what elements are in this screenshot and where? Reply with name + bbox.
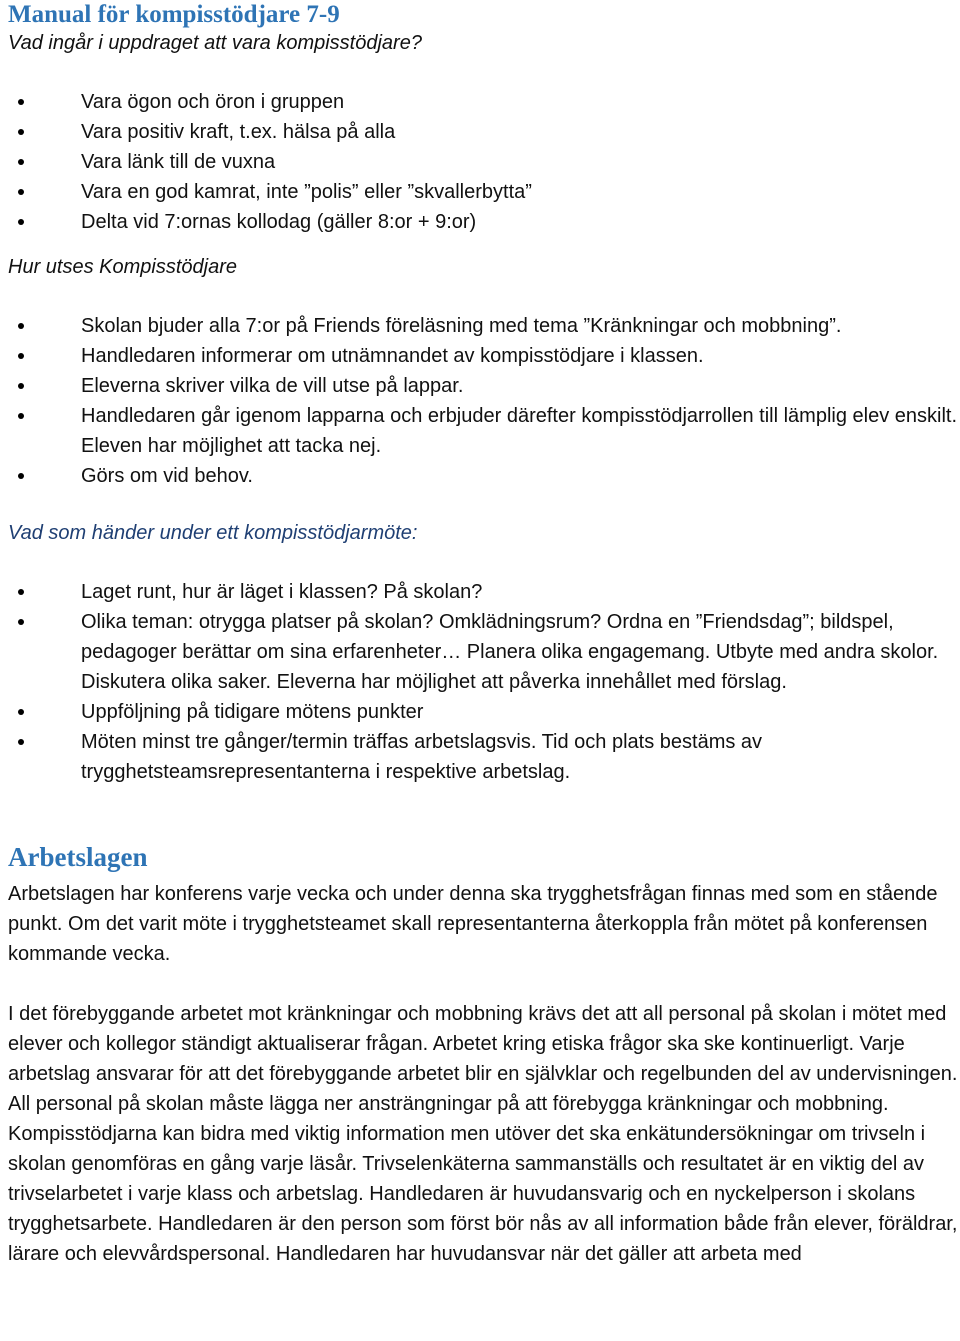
list-item: Handledaren informerar om utnämnandet av kompisstödjare i klassen. bbox=[8, 341, 958, 371]
bullet-icon bbox=[18, 589, 24, 595]
list-item: Eleverna skriver vilka de vill utse på lappar. bbox=[8, 371, 958, 401]
bullet-icon bbox=[18, 353, 24, 359]
bullet-icon bbox=[18, 473, 24, 479]
list-item: Vara en god kamrat, inte ”polis” eller ”skvallerbytta” bbox=[8, 177, 958, 207]
section-question-1: Vad ingår i uppdraget att vara kompisstödjare? bbox=[8, 32, 422, 54]
list-item: Möten minst tre gånger/termin träffas arbetslagsvis. Tid och plats bestäms av trygghetsteamsrepresentanterna i respektive arbetslag. bbox=[8, 727, 958, 787]
bullet-icon bbox=[18, 709, 24, 715]
list-item: Skolan bjuder alla 7:or på Friends föreläsning med tema ”Kränkningar och mobbning”. bbox=[8, 311, 958, 341]
list-item: Uppföljning på tidigare mötens punkter bbox=[8, 697, 958, 727]
document-page bbox=[8, 0, 958, 1269]
section-question-2: Hur utses Kompisstödjare bbox=[8, 256, 237, 278]
bullet-icon bbox=[18, 219, 24, 225]
paragraph: I det förebyggande arbetet mot kränkningar och mobbning krävs det att all personal på skolan i mötet med elever och kollegor ständigt aktualiserar frågan. Arbetet kring etiska frågor ska ske kontinuerligt. Varje arbetslag ansvarar för att det förebyggande arbetet blir en självklar och regelbunden del av undervisningen. All personal på skolan måste lägga ner ansträngningar på att förebygga kränkningar och mobbning. Kompisstödjarna kan bidra med viktig information men utöver det ska enkätundersökningar om trivseln i skolan genomföras en gång varje läsår. Trivselenkäterna sammanställs och resultatet är en viktig del av trivselarbetet i varje klass och arbetslag. Handledaren är huvudansvarig och en nyckelperson i skolans trygghetsarbete. Handledaren är den person som först bör nås av all information både från elever, föräldrar, lärare och elevvårdspersonal. Handledaren har huvudansvar när det gäller att arbeta med bbox=[8, 1003, 958, 1265]
paragraph: Arbetslagen har konferens varje vecka och under denna ska trygghetsfrågan finnas med som en stående punkt. Om det varit möte i trygghetsteamet skall representanterna återkoppla från mötet på konferensen kommande vecka. bbox=[8, 883, 938, 965]
bullet-icon bbox=[18, 189, 24, 195]
list-item: Vara länk till de vuxna bbox=[8, 147, 958, 177]
bullet-icon bbox=[18, 739, 24, 745]
bullet-icon bbox=[18, 159, 24, 165]
list-item: Handledaren går igenom lapparna och erbjuder därefter kompisstödjarrollen till lämplig elev enskilt. Eleven har möjlighet att tacka nej. bbox=[8, 401, 958, 461]
section-question-3: Vad som händer under ett kompisstödjarmöte: bbox=[8, 522, 418, 544]
bullet-icon bbox=[18, 383, 24, 389]
bullet-icon bbox=[18, 99, 24, 105]
list-selection bbox=[8, 311, 958, 491]
list-item: Delta vid 7:ornas kollodag (gäller 8:or + 9:or) bbox=[8, 207, 958, 237]
list-item: Görs om vid behov. bbox=[8, 461, 958, 491]
list-item: Olika teman: otrygga platser på skolan? Omklädningsrum? Ordna en ”Friendsdag”; bildspel, pedagoger berättar om sina erfarenheter… Planera olika engagemang. Utbyte med andra skolor. Diskutera olika saker. Eleverna har möjlighet att påverka innehållet med förslag. bbox=[8, 607, 958, 697]
list-item: Vara ögon och öron i gruppen bbox=[8, 87, 958, 117]
list-item: Laget runt, hur är läget i klassen? På skolan? bbox=[8, 577, 958, 607]
bullet-icon bbox=[18, 129, 24, 135]
bullet-icon bbox=[18, 619, 24, 625]
section-heading-arbetslagen: Arbetslagen bbox=[8, 842, 148, 872]
bullet-icon bbox=[18, 413, 24, 419]
list-item: Vara positiv kraft, t.ex. hälsa på alla bbox=[8, 117, 958, 147]
list-meeting bbox=[8, 577, 958, 787]
bullet-icon bbox=[18, 323, 24, 329]
page-title: Manual för kompisstödjare 7-9 bbox=[8, 1, 340, 28]
list-responsibilities bbox=[8, 87, 958, 237]
